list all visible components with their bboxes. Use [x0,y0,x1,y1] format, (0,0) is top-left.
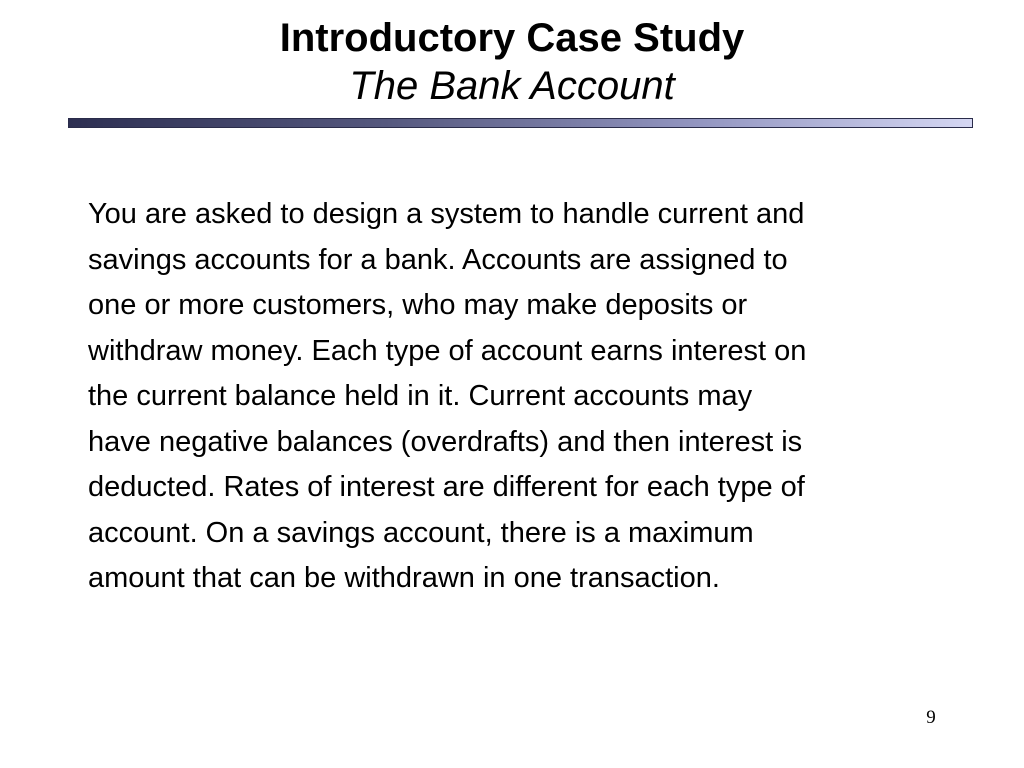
slide-title-block [0,14,1024,110]
body-line: savings accounts for a bank. Accounts are assigned to [88,243,788,276]
title-divider [68,118,973,128]
body-line: amount that can be withdrawn in one transaction. [88,562,720,594]
body-line: one or more customers, who may make deposits or [88,289,748,321]
body-line: the current balance held in it. Current accounts may [88,380,753,412]
slide-title: Introductory Case Study [279,16,745,60]
body-line: have negative balances (overdrafts) and then interest is [88,425,803,458]
body-line: withdraw money. Each type of account earns interest on [88,334,807,367]
body-line: You are asked to design a system to handle current and [88,198,805,230]
body-paragraph [88,192,968,602]
body-line: deducted. Rates of interest are different for each type of [88,471,805,503]
slide-page-number: 9 [926,707,936,728]
body-line: account. On a savings account, there is a maximum [88,516,754,549]
slide-subtitle: The Bank Account [349,64,675,108]
